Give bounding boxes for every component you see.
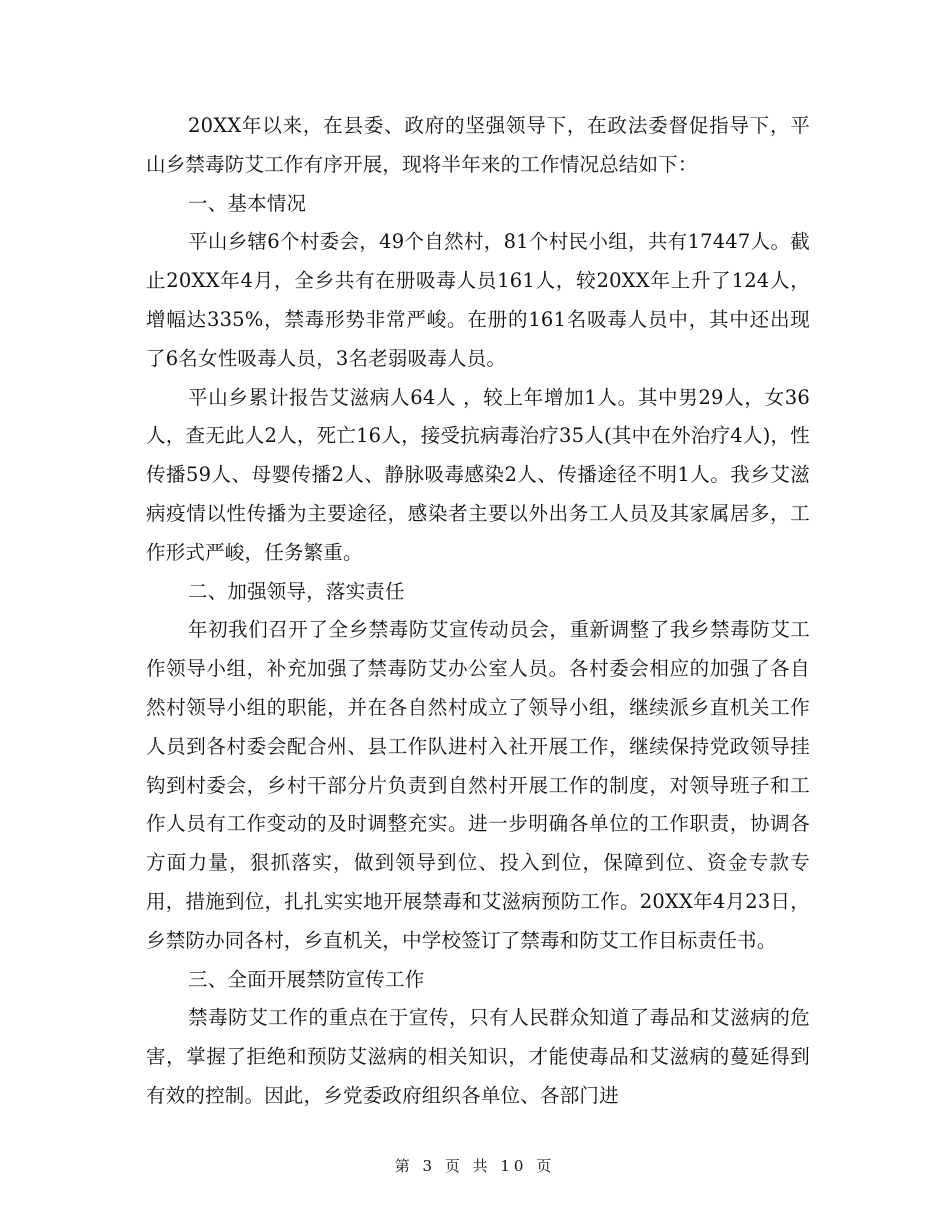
paragraph-basic-stats: 平山乡辖6个村委会，49个自然村，81个村民小组，共有17447人。截止20XX年4月，全乡共有在册吸毒人员161人，较20XX年上升了124人，增幅达335%，禁毒形势非常严峻。在册的161名吸毒人员中，其中还出现了6名女性吸毒人员，3名老弱吸毒人员。 <box>146 230 810 370</box>
paragraph-intro: 20XX年以来，在县委、政府的坚强领导下，在政法委督促指导下，平山乡禁毒防艾工作有序开展，现将半年来的工作情况总结如下： <box>146 114 810 176</box>
document-body <box>146 107 810 1116</box>
page-number-footer: 第 3 页 共 10 页 <box>394 1157 556 1175</box>
section-heading-leadership: 二、加强领导，落实责任 <box>188 579 405 603</box>
section-heading-basic-situation: 一、基本情况 <box>188 191 307 215</box>
paragraph-aids-stats: 平山乡累计报告艾滋病人64人 ，较上年增加1人。其中男29人，女36人，查无此人2人，死亡16人，接受抗病毒治疗35人(其中在外治疗4人)，性传播59人、母婴传播2人、静脉吸毒感染2人、传播途径不明1人。我乡艾滋病疫情以性传播为主要途径，感染者主要以外出务工人员及其家属居多，工作形式严峻，任务繁重。 <box>146 385 810 564</box>
paragraph-leadership: 年初我们召开了全乡禁毒防艾宣传动员会，重新调整了我乡禁毒防艾工作领导小组，补充加强了禁毒防艾办公室人员。各村委会相应的加强了各自然村领导小组的职能，并在各自然村成立了领导小组，继续派乡直机关工作人员到各村委会配合州、县工作队进村入社开展工作，继续保持党政领导挂钩到村委会，乡村干部分片负责到自然村开展工作的制度，对领导班子和工作人员有工作变动的及时调整充实。进一步明确各单位的工作职责，协调各方面力量，狠抓落实，做到领导到位、投入到位，保障到位、资金专款专用，措施到位，扎扎实实地开展禁毒和艾滋病预防工作。20XX年4月23日，乡禁防办同各村，乡直机关，中学校签订了禁毒和防艾工作目标责任书。 <box>146 618 810 952</box>
section-heading-publicity: 三、全面开展禁防宣传工作 <box>188 967 425 991</box>
paragraph-publicity: 禁毒防艾工作的重点在于宣传，只有人民群众知道了毒品和艾滋病的危害，掌握了拒绝和预防艾滋病的相关知识，才能使毒品和艾滋病的蔓延得到有效的控制。因此，乡党委政府组织各单位、各部门进 <box>146 1006 810 1107</box>
